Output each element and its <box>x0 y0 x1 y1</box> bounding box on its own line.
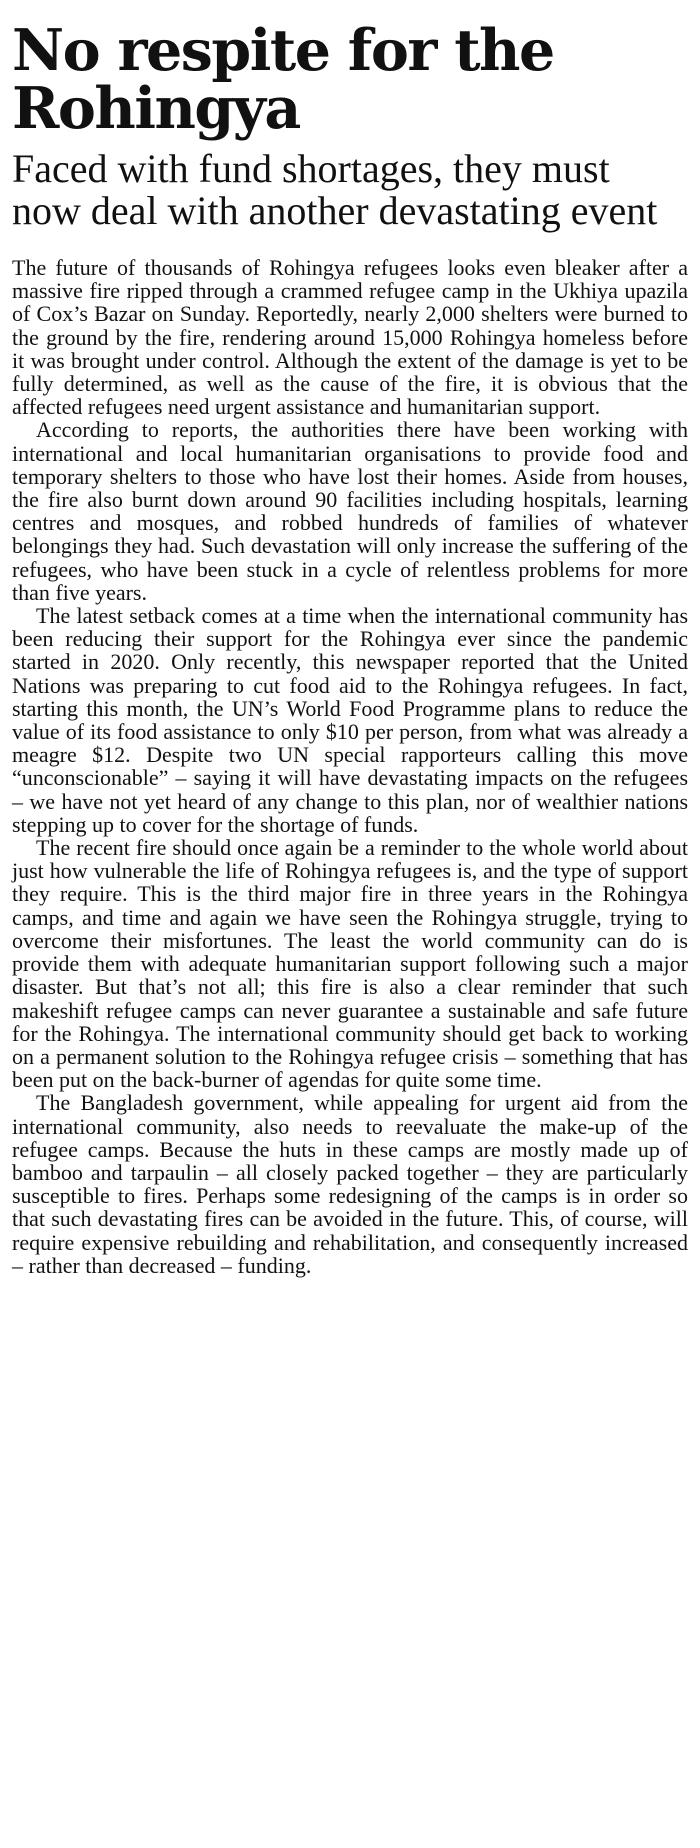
article-paragraph-4: The recent fire should once again be a reminder to the whole world about just how vulnerable the life of Rohingya refugees is, and the type of support they require. This is the third major fire in three years in the Rohingya camps, and time and again we have seen the Rohingya struggle, trying to overcome their misfortunes. The least the world community can do is provide them with adequate humanitarian support following such a major disaster. But that’s not all; this fire is also a clear reminder that such makeshift refugee camps can never guarantee a sustainable and safe future for the Rohingya. The international community should get back to working on a permanent solution to the Rohingya refugee crisis – something that has been put on the back-burner of agendas for quite some time. <box>12 835 688 1093</box>
article-body <box>12 256 688 1277</box>
subheadline: Faced with fund shortages, they must now deal with another devastating event <box>12 146 658 233</box>
article-paragraph-5: The Bangladesh government, while appealing for urgent aid from the international community, also needs to reevaluate the make-up of the refugee camps. Because the huts in these camps are mostly made up of bamboo and tarpaulin – all closely packed together – they are particularly susceptible to fires. Perhaps some redesigning of the camps is in order so that such devastating fires can be avoided in the future. This, of course, will require expensive rebuilding and rehabilitation, and consequently increased – rather than decreased – funding. <box>12 1090 688 1278</box>
article-paragraph-2: According to reports, the authorities there have been working with international and local humanitarian organisations to provide food and temporary shelters to those who have lost their homes. Aside from houses, the fire also burnt down around 90 facilities including hospitals, learning centres and mosques, and robbed hundreds of families of whatever belongings they had. Such devastation will only increase the suffering of the refugees, who have been stuck in a cycle of relentless problems for more than five years. <box>12 417 688 605</box>
headline: No respite for the Rohingya <box>12 17 554 142</box>
article-paragraph-3: The latest setback comes at a time when the international community has been reducing their support for the Rohingya ever since the pandemic started in 2020. Only recently, this newspaper reported that the United Nations was preparing to cut food aid to the Rohingya refugees. In fact, starting this month, the UN’s World Food Programme plans to reduce the value of its food assistance to only $10 per person, from what was already a meagre $12. Despite two UN special rapporteurs calling this move “unconscionable” – saying it will have devastating impacts on the refugees – we have not yet heard of any change to this plan, nor of wealthier nations stepping up to cover for the shortage of funds. <box>12 603 688 837</box>
article-paragraph-1: The future of thousands of Rohingya refugees looks even bleaker after a massive fire ripped through a crammed refugee camp in the Ukhiya upazila of Cox’s Bazar on Sunday. Reportedly, nearly 2,000 shelters were burned to the ground by the fire, rendering around 15,000 Rohingya homeless before it was brought under control. Although the extent of the damage is yet to be fully determined, as well as the cause of the fire, it is obvious that the affected refugees need urgent assistance and humanitarian support. <box>12 255 688 420</box>
